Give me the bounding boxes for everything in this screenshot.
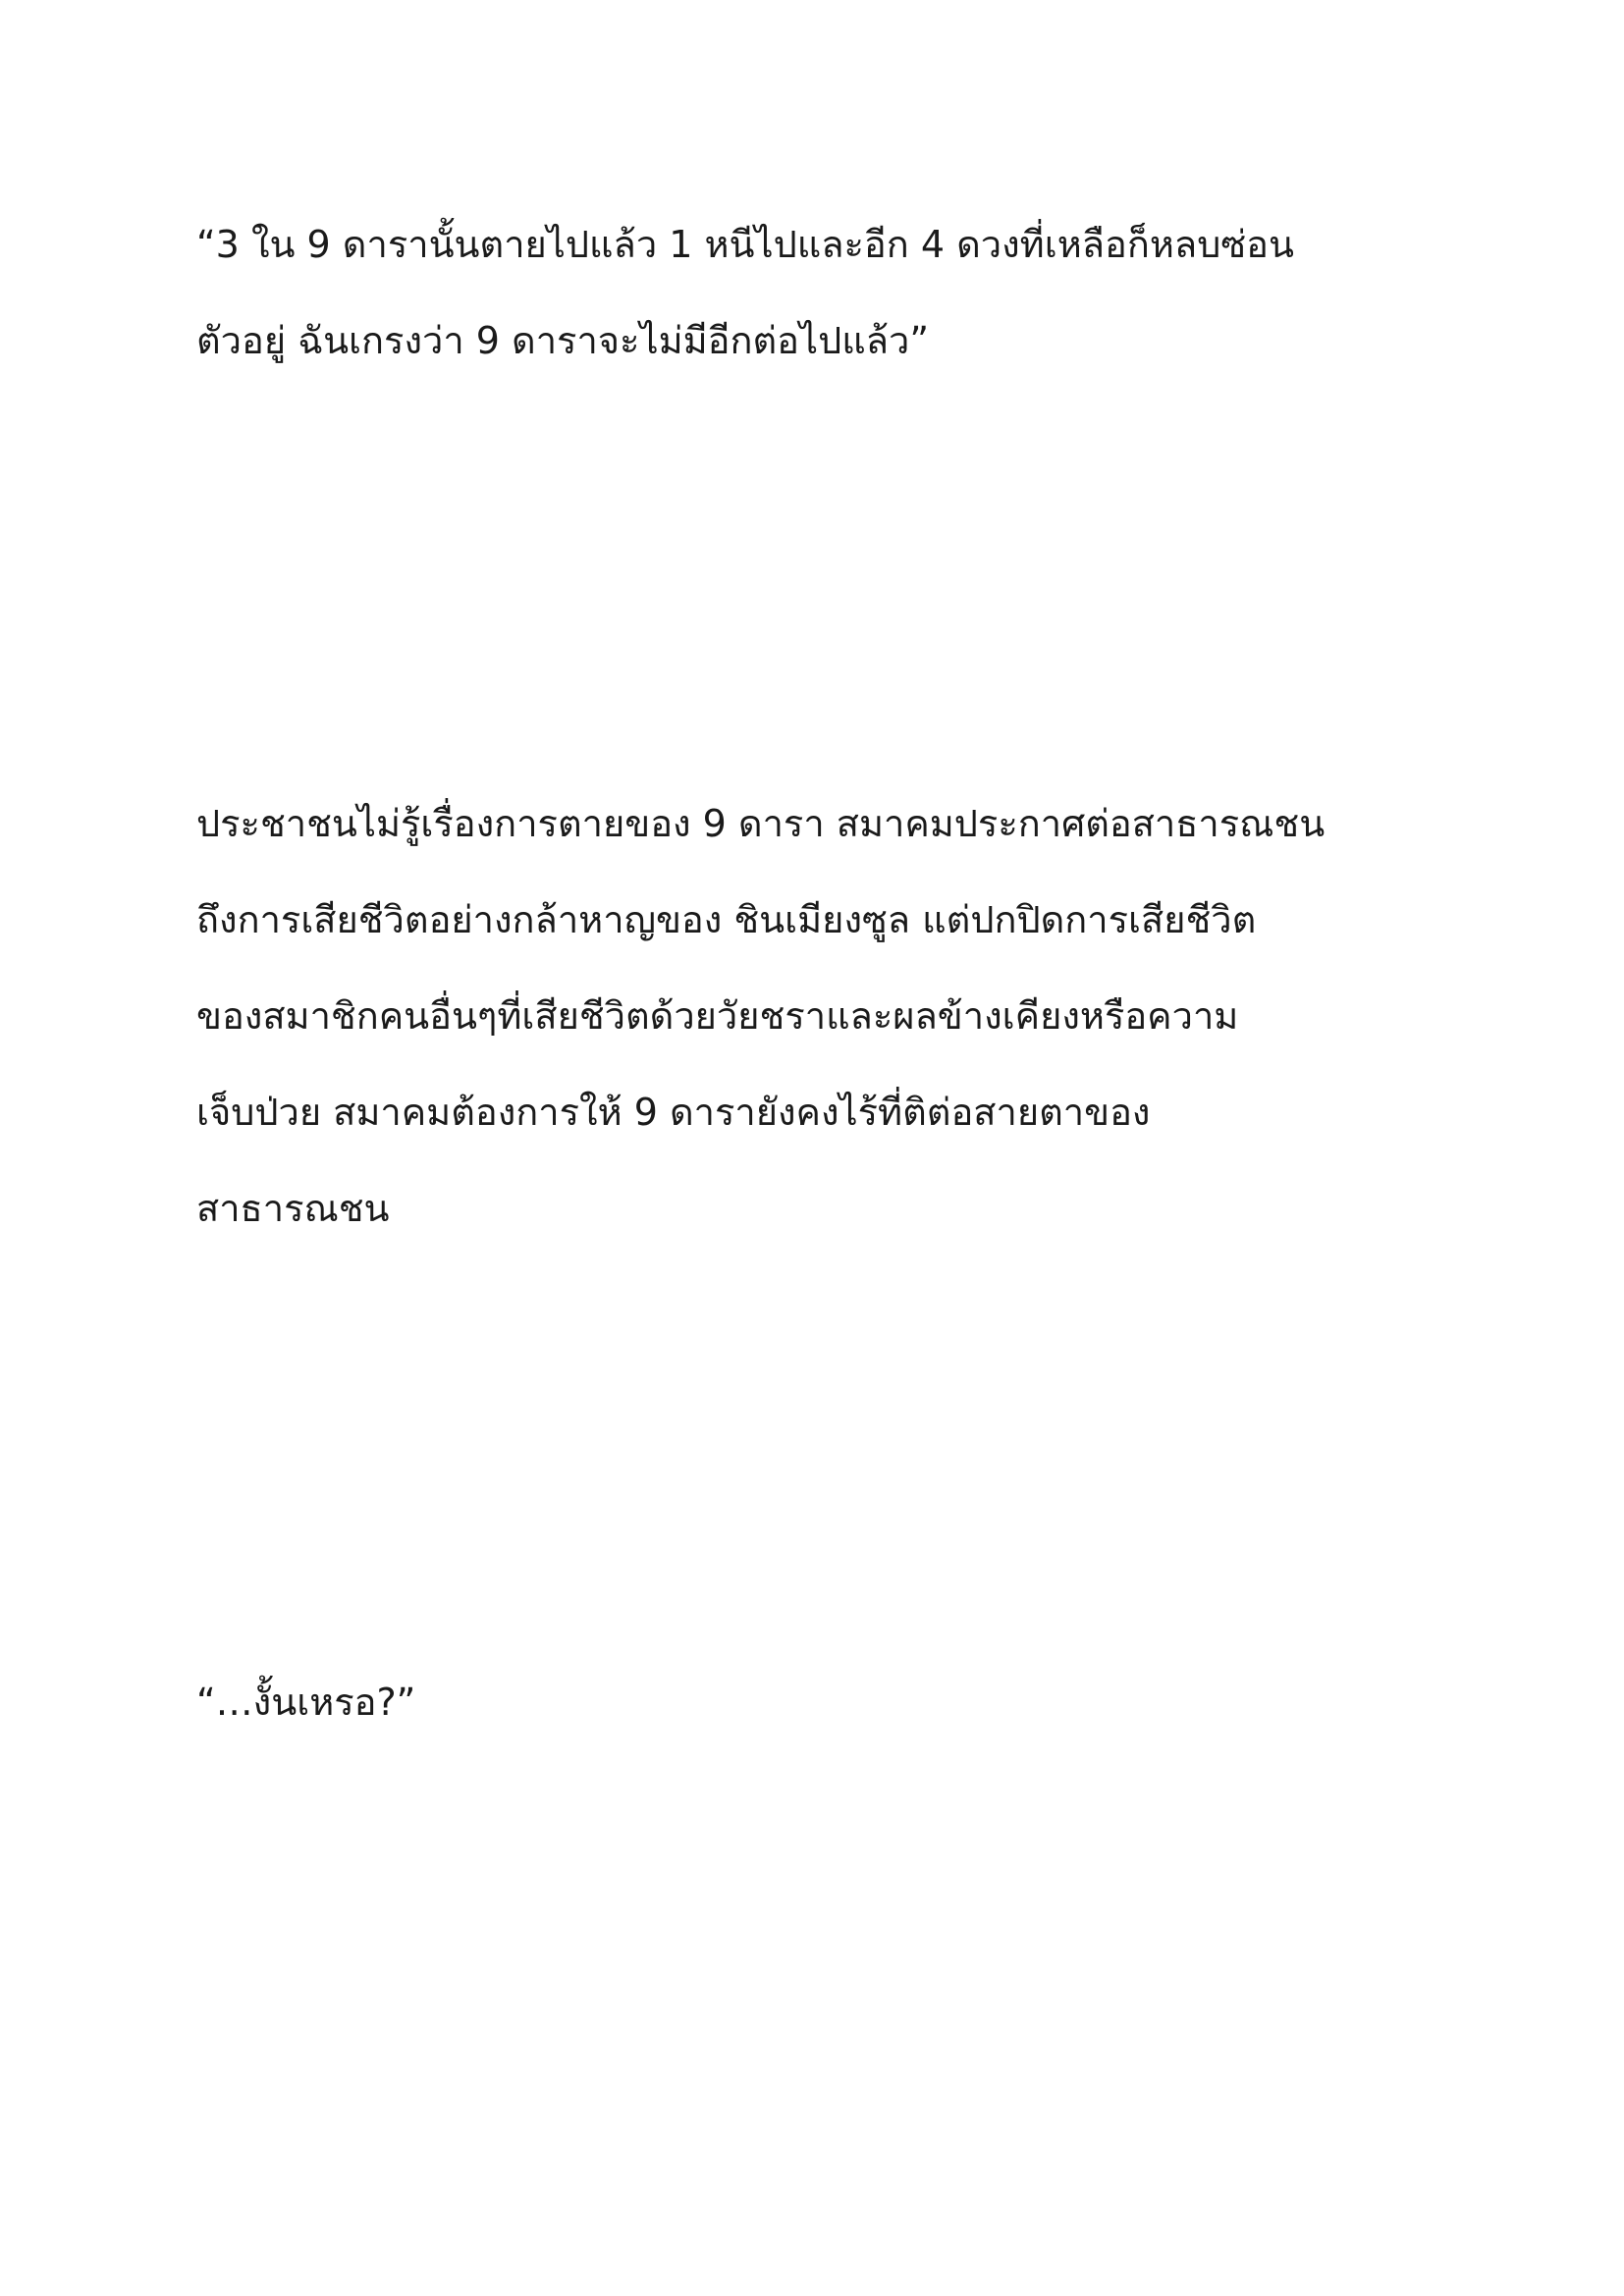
- text-line: ของสมาชิกคนอื่นๆที่เสียชีวิตด้วยวัยชราและผลข้างเคียงหรือความ: [196, 994, 1239, 1038]
- text-line: “…งั้นเหรอ?”: [196, 1681, 416, 1724]
- text-line: สาธารณชน: [196, 1187, 390, 1230]
- narration-paragraph: [196, 775, 1473, 1256]
- text-line: “3 ใน 9 ดารานั้นตายไปแล้ว 1 หนีไปและอีก 4 ดวงที่เหลือก็หลบซ่อน: [196, 223, 1294, 266]
- dialogue-paragraph: [196, 1654, 1473, 1750]
- text-line: ประชาชนไม่รู้เรื่องการตายของ 9 ดารา สมาคมประกาศต่อสาธารณชน: [196, 802, 1326, 845]
- text-line: เจ็บป่วย สมาคมต้องการให้ 9 ดารายังคงไร้ที่ติต่อสายตาของ: [196, 1091, 1151, 1134]
- text-line: ตัวอยู่ ฉันเกรงว่า 9 ดาราจะไม่มีอีกต่อไปแล้ว”: [196, 319, 930, 362]
- quote-paragraph: [196, 196, 1473, 389]
- text-line: ถึงการเสียชีวิตอย่างกล้าหาญของ ชินเมียงซูล แต่ปกปิดการเสียชีวิต: [196, 898, 1257, 941]
